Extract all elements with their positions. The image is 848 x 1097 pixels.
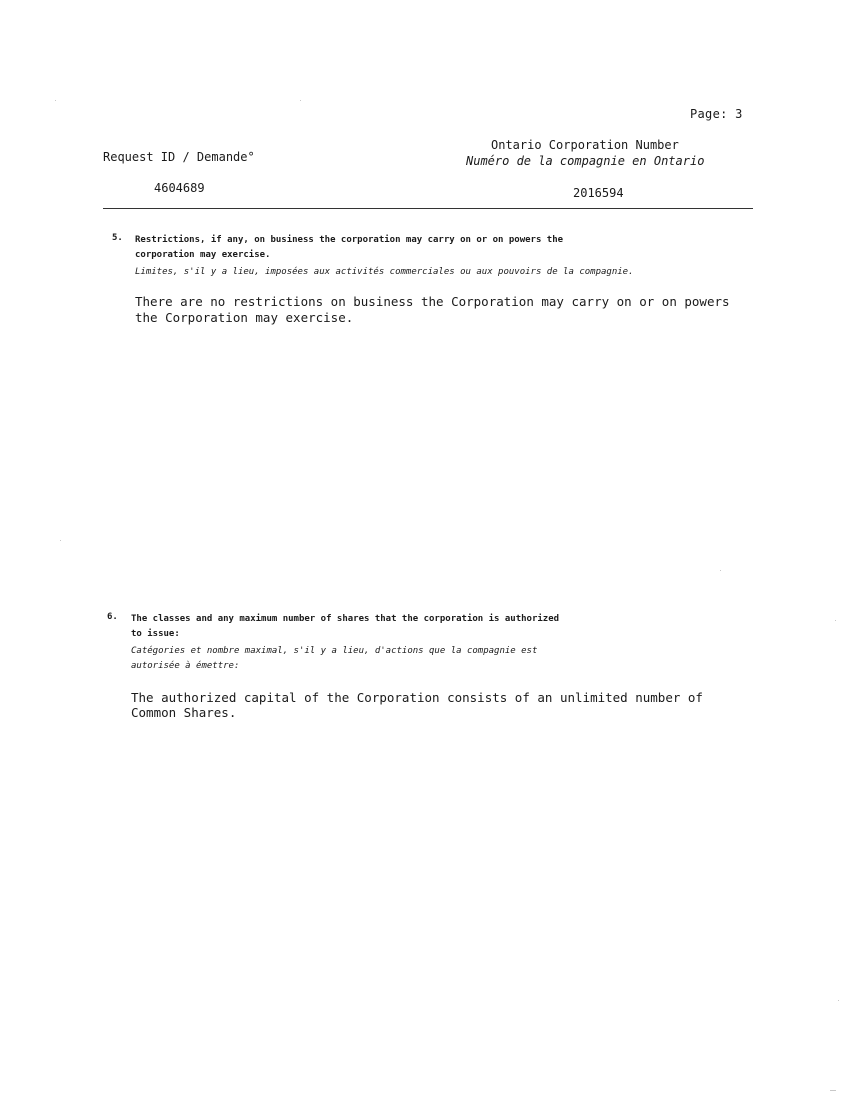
scan-speck <box>720 570 721 571</box>
scan-speck <box>60 540 61 541</box>
page-number: Page: 3 <box>690 107 743 121</box>
section-6-question-fr-cont: autorisée à émettre: <box>131 661 240 671</box>
section-5-answer: There are no restrictions on business the Corporation may carry on or on powers <box>135 294 730 309</box>
section-6-answer-cont: Common Shares. <box>131 705 237 720</box>
header-divider <box>103 208 753 209</box>
scan-speck <box>830 1090 836 1091</box>
section-6-question-fr: Catégories et nombre maximal, s'il y a lieu, d'actions que la compagnie est <box>131 646 538 656</box>
scan-speck <box>300 100 301 101</box>
scan-speck <box>838 1000 839 1001</box>
section-5-answer-cont: the Corporation may exercise. <box>135 310 354 325</box>
scan-speck <box>55 100 56 101</box>
scan-speck <box>835 620 836 621</box>
section-6-question-en: The classes and any maximum number of shares that the corporation is authorized <box>131 614 560 624</box>
request-id-label: Request ID / Demande° <box>103 150 255 164</box>
section-6-question-en-cont: to issue: <box>131 629 180 639</box>
request-id-value: 4604689 <box>154 181 205 195</box>
section-6-number: 6. <box>107 612 118 622</box>
section-5-number: 5. <box>112 233 123 243</box>
section-5-question-en-cont: corporation may exercise. <box>135 250 271 260</box>
corporation-number-label-en: Ontario Corporation Number <box>491 138 679 152</box>
corporation-number-value: 2016594 <box>573 186 624 200</box>
section-5-question-en: Restrictions, if any, on business the corporation may carry on or on powers the <box>135 235 564 245</box>
section-6-answer: The authorized capital of the Corporation consists of an unlimited number of <box>131 690 703 705</box>
corporation-number-label-fr: Numéro de la compagnie en Ontario <box>466 154 705 168</box>
section-5-question-fr: Limites, s'il y a lieu, imposées aux activités commerciales ou aux pouvoirs de la compagnie. <box>135 267 634 277</box>
